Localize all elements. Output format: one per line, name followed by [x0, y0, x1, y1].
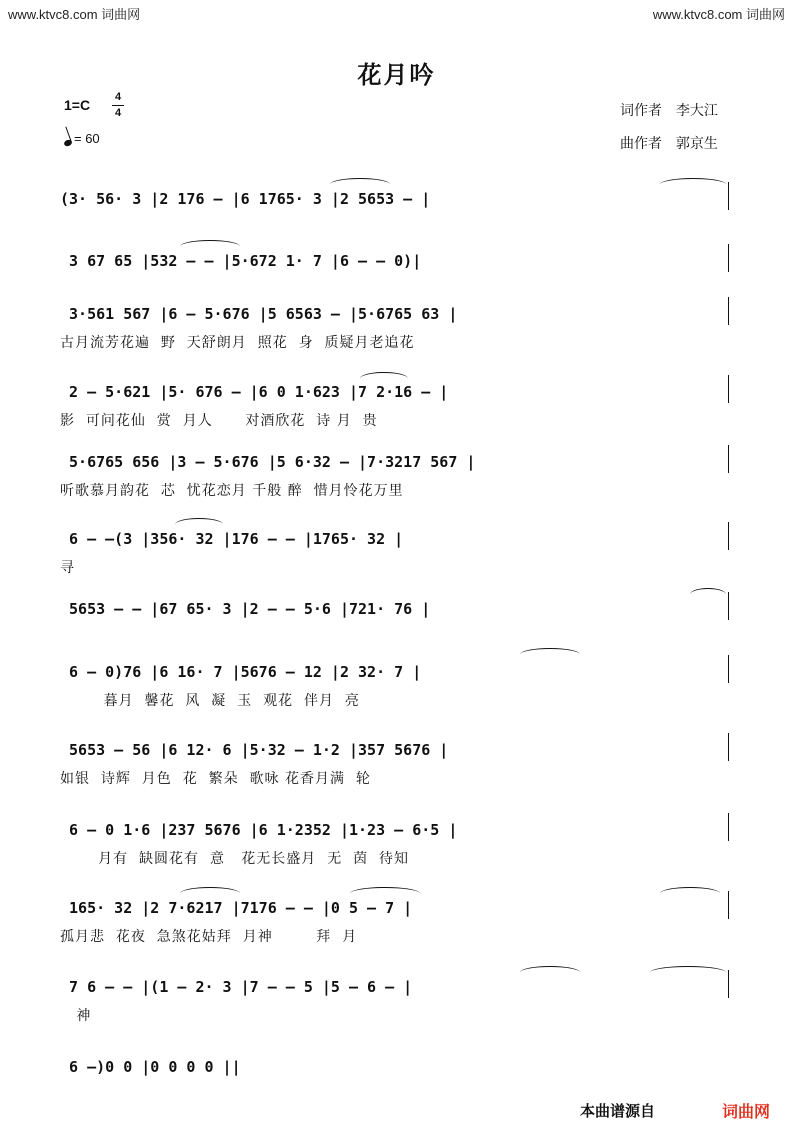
- slur: [520, 648, 580, 661]
- score-row: [60, 821, 730, 843]
- notation-line: 165· 32 |2 7·6217 |7176 – – |0 5 – 7 |: [60, 899, 413, 917]
- notation-line: 5653 – 56 |6 12· 6 |5·32 – 1·2 |357 5676 |: [60, 741, 449, 759]
- slur: [350, 887, 420, 900]
- notation-line: 5653 – – |67 65· 3 |2 – – 5·6 |721· 76 |: [60, 600, 431, 618]
- score-row: [60, 899, 730, 921]
- notation-line: 2 – 5·621 |5· 676 – |6 0 1·623 |7 2·16 – |: [60, 383, 449, 401]
- credit-role: 曲作者: [620, 135, 662, 151]
- lyric-line: 孤月悲 花夜 急煞花姑拜 月神 拜 月: [60, 929, 358, 945]
- barline: [728, 592, 729, 620]
- barline: [728, 182, 729, 210]
- score-row: [60, 1058, 730, 1080]
- barline: [728, 655, 729, 683]
- song-title: 花月吟: [357, 62, 436, 89]
- barline: [728, 522, 729, 550]
- barline: [728, 445, 729, 473]
- score-row: [60, 978, 730, 1000]
- barline: [728, 733, 729, 761]
- lyric-line: 月有 缺圆花有 意 花无长盛月 无 茵 待知: [60, 851, 410, 867]
- barline: [728, 375, 729, 403]
- slur: [180, 240, 240, 253]
- score-row: [60, 252, 730, 274]
- credit-name: 李大江: [675, 102, 718, 118]
- watermark-right: www.ktvc8.com 词曲网: [652, 7, 785, 22]
- credit-role: 词作者: [620, 102, 662, 118]
- score-row: [60, 190, 730, 212]
- barline: [728, 970, 729, 998]
- quarter-note-icon: [63, 139, 73, 147]
- tempo-marking: [64, 131, 100, 146]
- score-row: [60, 530, 730, 552]
- lyric-line: 听歌慕月韵花 芯 忧花恋月 千般 醉 惜月怜花万里: [60, 483, 404, 499]
- notation-line: 6 – –(3 |356· 32 |176 – – |1765· 32 |: [60, 530, 404, 548]
- composer-credit: [620, 133, 718, 153]
- score-row: [60, 383, 730, 405]
- lyric-line: 寻: [60, 560, 75, 576]
- score-row: [60, 305, 730, 327]
- barline: [728, 244, 729, 272]
- barline: [728, 813, 729, 841]
- lyric-line: 暮月 馨花 风 凝 玉 观花 伴月 亮: [60, 693, 360, 709]
- time-signature-top: 4: [114, 91, 122, 103]
- barline: [728, 297, 729, 325]
- notation-line: (3· 56· 3 |2 176 – |6 1765· 3 |2 5653 – |: [60, 190, 431, 208]
- slur: [520, 966, 580, 979]
- score-row: [60, 663, 730, 685]
- notation-line: 3 67 65 |532 – – |5·672 1· 7 |6 – – 0)|: [60, 252, 422, 270]
- slur: [175, 518, 223, 531]
- lyric-line: 神: [60, 1008, 92, 1024]
- time-signature-bottom: 4: [114, 107, 122, 119]
- time-signature: [112, 91, 124, 120]
- source-label: 本曲谱源自: [580, 1103, 656, 1120]
- key-signature: 1=C: [64, 97, 91, 113]
- credit-name: 郭京生: [675, 135, 718, 151]
- notation-line: 6 –)0 0 |0 0 0 0 ||: [60, 1058, 241, 1076]
- slur: [650, 966, 726, 979]
- slur: [690, 588, 726, 601]
- lyric-line: 古月流芳花遍 野 天舒朗月 照花 身 质疑月老追花: [60, 335, 415, 351]
- notation-line: 3·561 567 |6 – 5·676 |5 6563 – |5·6765 63 |: [60, 305, 458, 323]
- slur: [330, 178, 390, 191]
- slur: [660, 887, 720, 900]
- slur: [180, 887, 240, 900]
- notation-line: 6 – 0 1·6 |237 5676 |6 1·2352 |1·23 – 6·5 |: [60, 821, 458, 839]
- time-signature-divider: [112, 105, 124, 106]
- lyric-line: 影 可问花仙 赏 月人 对酒欣花 诗 月 贵: [60, 413, 378, 429]
- score-row: [60, 453, 730, 475]
- barline: [728, 891, 729, 919]
- notation-line: 5·6765 656 |3 – 5·676 |5 6·32 – |7·3217 567 |: [60, 453, 476, 471]
- score-row: [60, 741, 730, 763]
- lyricist-credit: [620, 100, 718, 120]
- lyric-line: 如银 诗辉 月色 花 繁朵 歌咏 花香月满 轮: [60, 771, 371, 787]
- notation-line: 6 – 0)76 |6 16· 7 |5676 – 12 |2 32· 7 |: [60, 663, 422, 681]
- watermark-left: www.ktvc8.com 词曲网: [8, 7, 141, 22]
- brand-logo-text[interactable]: 词曲网: [722, 1104, 771, 1121]
- slur: [660, 178, 726, 191]
- slur: [360, 372, 408, 385]
- notation-line: 7 6 – – |(1 – 2· 3 |7 – – 5 |5 – 6 – |: [60, 978, 413, 996]
- score-row: [60, 600, 730, 622]
- tempo-value: = 60: [74, 131, 100, 146]
